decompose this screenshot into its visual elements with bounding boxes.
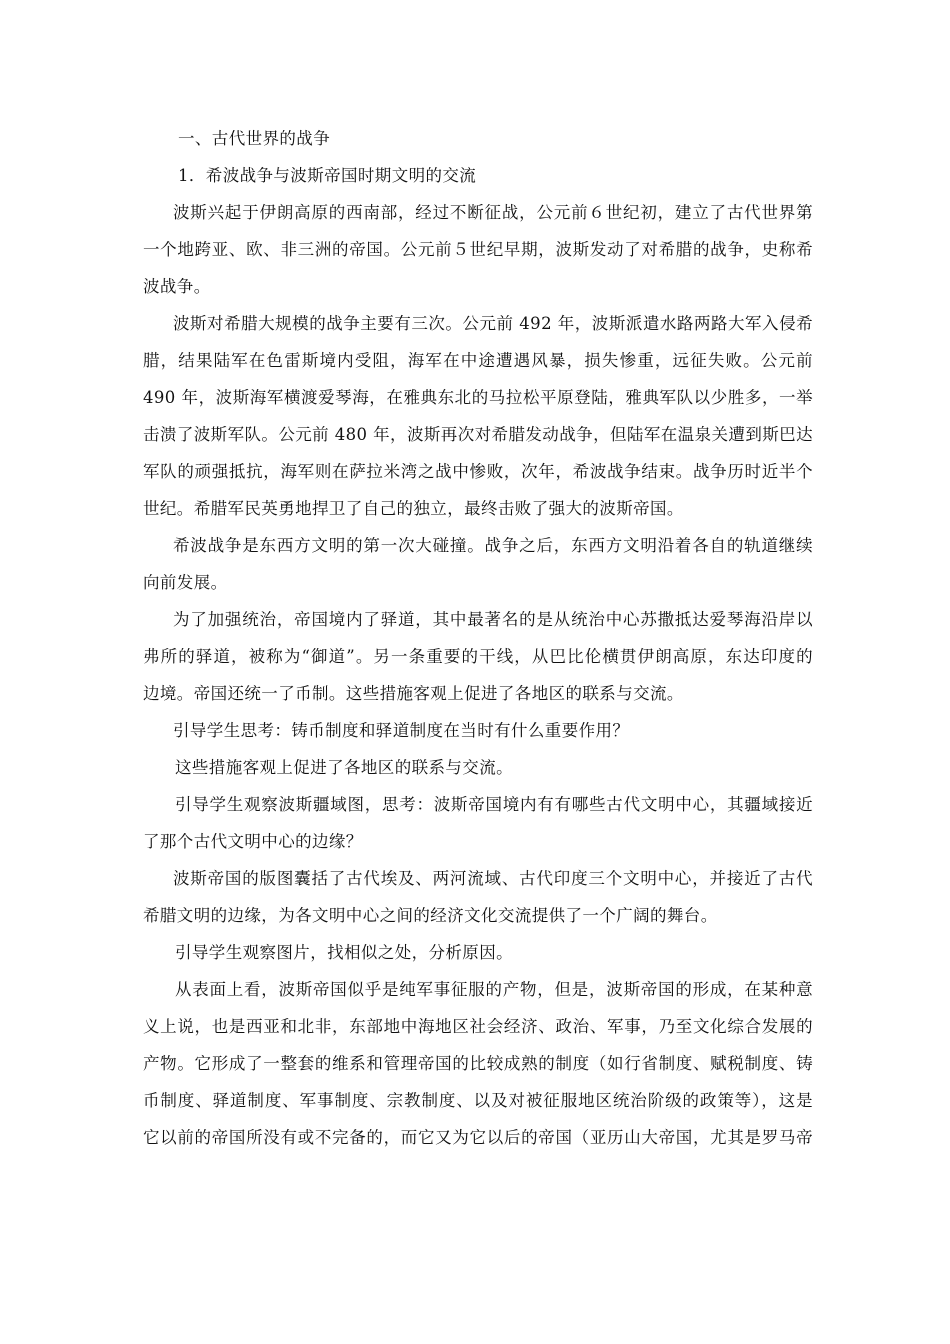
paragraph-line: 击溃了波斯军队。公元前 480 年，波斯再次对希腊发动战争，但陆军在温泉关遭到斯巴达: [143, 425, 813, 444]
paragraph-line: 边境。帝国还统一了币制。这些措施客观上促进了各地区的联系与交流。: [143, 684, 684, 703]
paragraph-line: 从表面上看，波斯帝国似乎是纯军事征服的产物，但是，波斯帝国的形成，在某种意: [175, 980, 813, 999]
paragraph-line: 为了加强统治，帝国境内了驿道，其中最著名的是从统治中心苏撒抵达爱琴海沿岸以: [173, 610, 813, 629]
paragraph-line: 世纪。希腊军民英勇地捍卫了自己的独立，最终击败了强大的波斯帝国。: [143, 499, 684, 518]
paragraph-line: 义上说，也是西亚和北非，东部地中海地区社会经济、政治、军事，乃至文化综合发展的: [143, 1017, 813, 1036]
paragraph-line: 腊，结果陆军在色雷斯境内受阻，海军在中途遭遇风暴，损失惨重，远征失败。公元前: [143, 351, 813, 370]
paragraph-line: 一个地跨亚、欧、非三洲的帝国。公元前５世纪早期，波斯发动了对希腊的战争，史称希: [143, 240, 813, 259]
paragraph-line: 引导学生观察图片，找相似之处，分析原因。: [175, 943, 513, 962]
paragraph-line: 向前发展。: [143, 573, 228, 592]
paragraph-line: 希波战争是东西方文明的第一次大碰撞。战争之后，东西方文明沿着各自的轨道继续: [173, 536, 813, 555]
paragraph-line: 波斯对希腊大规模的战争主要有三次。公元前 492 年，波斯派遣水路两路大军入侵希: [173, 314, 813, 333]
paragraph-line: 币制度、驿道制度、军事制度、宗教制度、以及对被征服地区统治阶级的政策等），这是: [143, 1091, 813, 1110]
paragraph-line: 引导学生观察波斯疆域图，思考：波斯帝国境内有有哪些古代文明中心，其疆域接近: [175, 795, 813, 814]
paragraph-line: 波战争。: [143, 277, 211, 296]
paragraph-line: 490 年，波斯海军横渡爱琴海，在雅典东北的马拉松平原登陆，雅典军队以少胜多，一举: [143, 388, 813, 407]
paragraph-line: 这些措施客观上促进了各地区的联系与交流。: [175, 758, 513, 777]
paragraph-line: 引导学生思考：铸币制度和驿道制度在当时有什么重要作用？: [173, 721, 630, 740]
section-heading: 一、古代世界的战争: [178, 129, 331, 148]
paragraph-line: 了那个古代文明中心的边缘？: [143, 832, 363, 851]
paragraph-line: 波斯兴起于伊朗高原的西南部，经过不断征战，公元前６世纪初，建立了古代世界第: [173, 203, 813, 222]
paragraph-line: 产物。它形成了一整套的维系和管理帝国的比较成熟的制度（如行省制度、赋税制度、铸: [143, 1054, 813, 1073]
paragraph-line: 它以前的帝国所没有或不完备的，而它又为它以后的帝国（亚历山大帝国，尤其是罗马帝: [143, 1128, 813, 1147]
subsection-heading: 1．希波战争与波斯帝国时期文明的交流: [178, 166, 477, 185]
paragraph-line: 弗所的驿道，被称为“御道”。另一条重要的干线，从巴比伦横贯伊朗高原，东达印度的: [143, 647, 813, 666]
paragraph-line: 波斯帝国的版图囊括了古代埃及、两河流域、古代印度三个文明中心，并接近了古代: [173, 869, 813, 888]
paragraph-line: 希腊文明的边缘，为各文明中心之间的经济文化交流提供了一个广阔的舞台。: [143, 906, 718, 925]
paragraph-line: 军队的顽强抵抗，海军则在萨拉米湾之战中惨败，次年，希波战争结束。战争历时近半个: [143, 462, 813, 481]
document-body: [143, 120, 813, 1156]
